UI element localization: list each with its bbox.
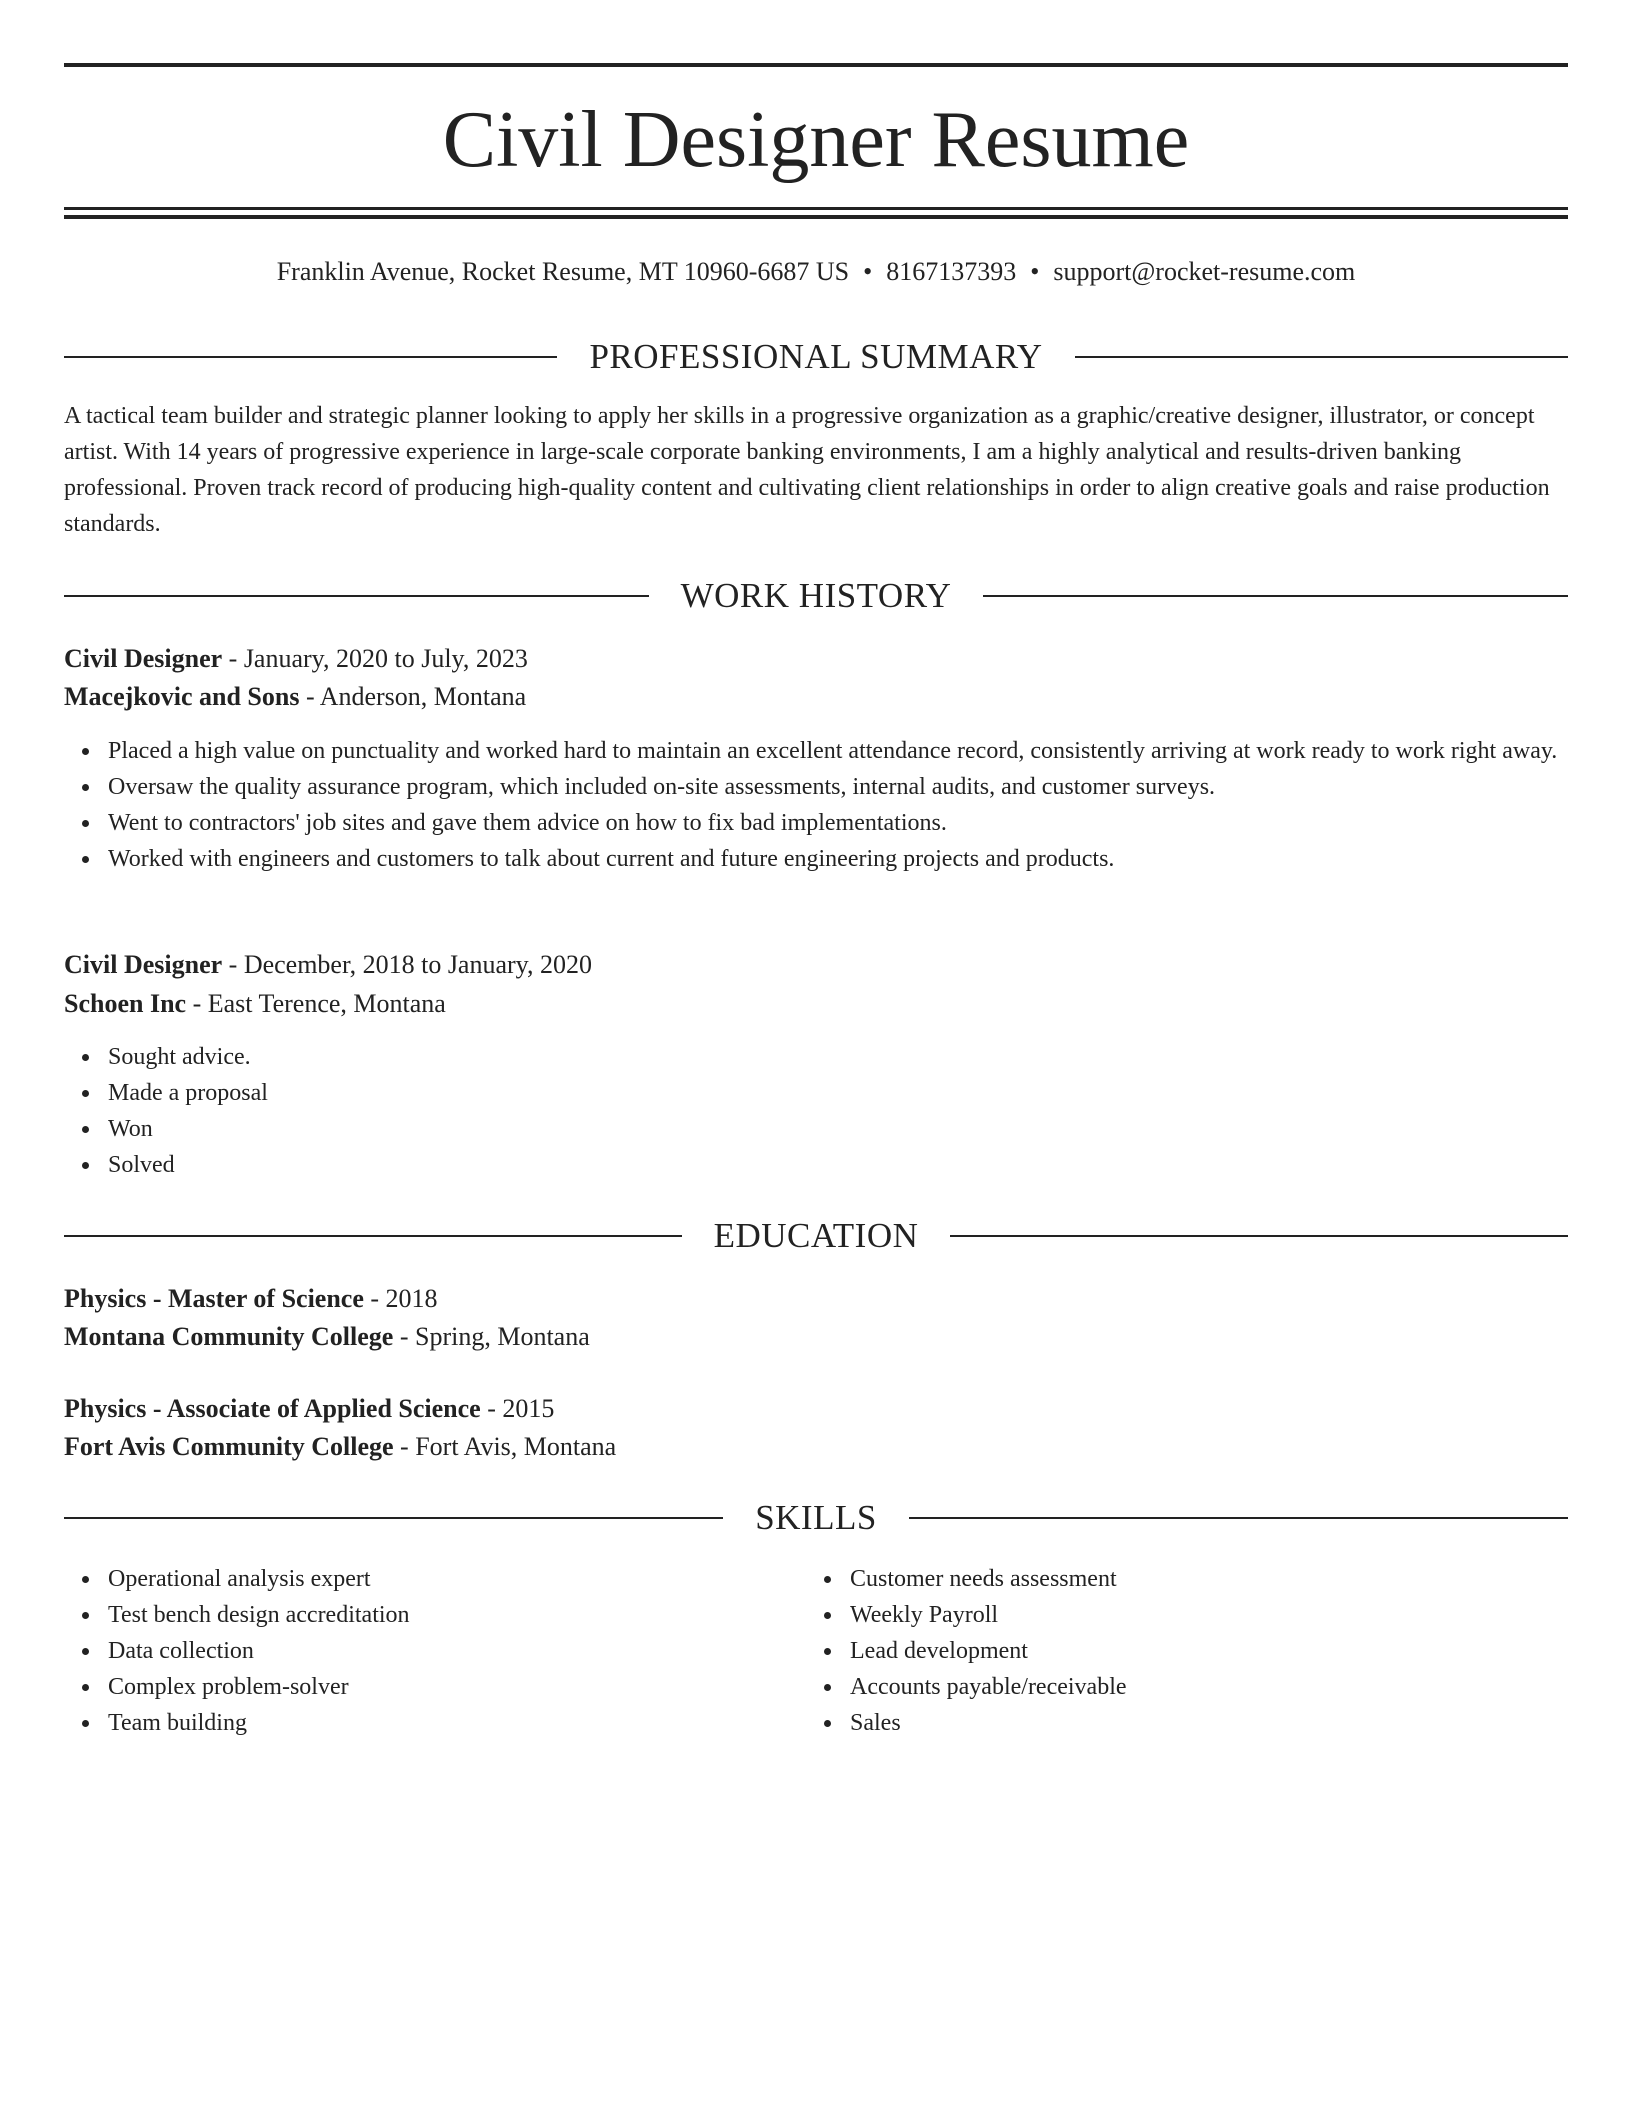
list-item: Customer needs assessment <box>850 1561 1632 1597</box>
heading-rule <box>64 1517 723 1519</box>
list-item: Went to contractors' job sites and gave them advice on how to fix bad implementations. <box>108 805 1612 841</box>
job-dates: - December, 2018 to January, 2020 <box>222 950 592 979</box>
list-item: Oversaw the quality assurance program, which included on-site assessments, internal audits, and customer surveys. <box>108 769 1612 805</box>
job-company-line <box>64 678 1568 716</box>
section-title: SKILLS <box>755 1498 877 1537</box>
list-item: Weekly Payroll <box>850 1597 1632 1633</box>
job-dates: - January, 2020 to July, 2023 <box>222 644 528 673</box>
education-degree-line <box>64 1390 1568 1428</box>
job-duties-list <box>64 733 1612 877</box>
job-title-line <box>64 640 1568 678</box>
contact-email: support@rocket-resume.com <box>1053 257 1356 286</box>
heading-rule <box>983 595 1568 597</box>
education-degree: Physics - Associate of Applied Science <box>64 1394 481 1423</box>
section-heading-summary <box>64 335 1568 379</box>
heading-rule <box>1075 356 1568 358</box>
title-rule-bottom-thick <box>64 215 1568 219</box>
education-year: - 2015 <box>480 1394 555 1423</box>
contact-separator: • <box>1030 257 1040 286</box>
education-location: - Spring, Montana <box>393 1322 590 1351</box>
list-item: Won <box>108 1111 1612 1147</box>
job-title: Civil Designer <box>64 644 223 673</box>
section-title: WORK HISTORY <box>680 576 952 615</box>
list-item: Sought advice. <box>108 1039 1612 1075</box>
contact-line <box>64 252 1568 292</box>
title-rule-top <box>64 63 1568 67</box>
education-degree-line <box>64 1280 1568 1318</box>
skills-list-right <box>806 1561 1632 1741</box>
job-company: Schoen Inc <box>64 989 187 1018</box>
list-item: Sales <box>850 1705 1632 1741</box>
section-heading-skills <box>64 1496 1568 1540</box>
list-item: Data collection <box>108 1633 1612 1669</box>
list-item: Made a proposal <box>108 1075 1612 1111</box>
education-school-line <box>64 1318 1568 1356</box>
section-heading-education <box>64 1214 1568 1258</box>
education-school: Fort Avis Community College <box>64 1432 394 1461</box>
job-location: - Anderson, Montana <box>299 682 527 711</box>
job-title: Civil Designer <box>64 950 223 979</box>
job-duties-list <box>64 1039 1612 1183</box>
job-company-line <box>64 985 1568 1023</box>
education-school-line <box>64 1428 1568 1466</box>
section-title: EDUCATION <box>713 1216 919 1255</box>
heading-rule <box>64 356 557 358</box>
list-item: Solved <box>108 1147 1612 1183</box>
contact-address: Franklin Avenue, Rocket Resume, MT 10960-6687 US <box>276 257 850 286</box>
education-school: Montana Community College <box>64 1322 394 1351</box>
title-rule-bottom-thin <box>64 207 1568 210</box>
job-title-line <box>64 946 1568 984</box>
summary-text: A tactical team builder and strategic planner looking to apply her skills in a progressive organization as a graphic/creative designer, illustrator, or concept artist. With 14 years of progressive experience in large-scale corporate banking environments, I am a highly analytical and results-driven banking professional. Proven track record of producing high-quality content and cultivating client relationships in order to align creative goals and raise production standards. <box>64 403 1550 537</box>
heading-rule <box>64 595 649 597</box>
contact-phone: 8167137393 <box>886 257 1017 286</box>
job-company: Macejkovic and Sons <box>64 682 300 711</box>
list-item: Test bench design accreditation <box>108 1597 1612 1633</box>
list-item: Accounts payable/receivable <box>850 1669 1632 1705</box>
education-location: - Fort Avis, Montana <box>393 1432 617 1461</box>
job-location: - East Terence, Montana <box>186 989 446 1018</box>
education-year: - 2018 <box>363 1284 438 1313</box>
page-title: Civil Designer Resume <box>442 96 1190 184</box>
list-item: Team building <box>108 1705 1612 1741</box>
list-item: Lead development <box>850 1633 1632 1669</box>
list-item: Placed a high value on punctuality and worked hard to maintain an excellent attendance record, consistently arriving at work ready to work right away. <box>108 733 1612 769</box>
section-title: PROFESSIONAL SUMMARY <box>589 337 1043 376</box>
contact-separator: • <box>863 257 873 286</box>
list-item: Operational analysis expert <box>108 1561 1612 1597</box>
list-item: Worked with engineers and customers to talk about current and future engineering projects and products. <box>108 841 1612 877</box>
heading-rule <box>950 1235 1568 1237</box>
education-degree: Physics - Master of Science <box>64 1284 364 1313</box>
heading-rule <box>909 1517 1568 1519</box>
heading-rule <box>64 1235 682 1237</box>
list-item: Complex problem-solver <box>108 1669 1612 1705</box>
section-heading-work <box>64 574 1568 618</box>
